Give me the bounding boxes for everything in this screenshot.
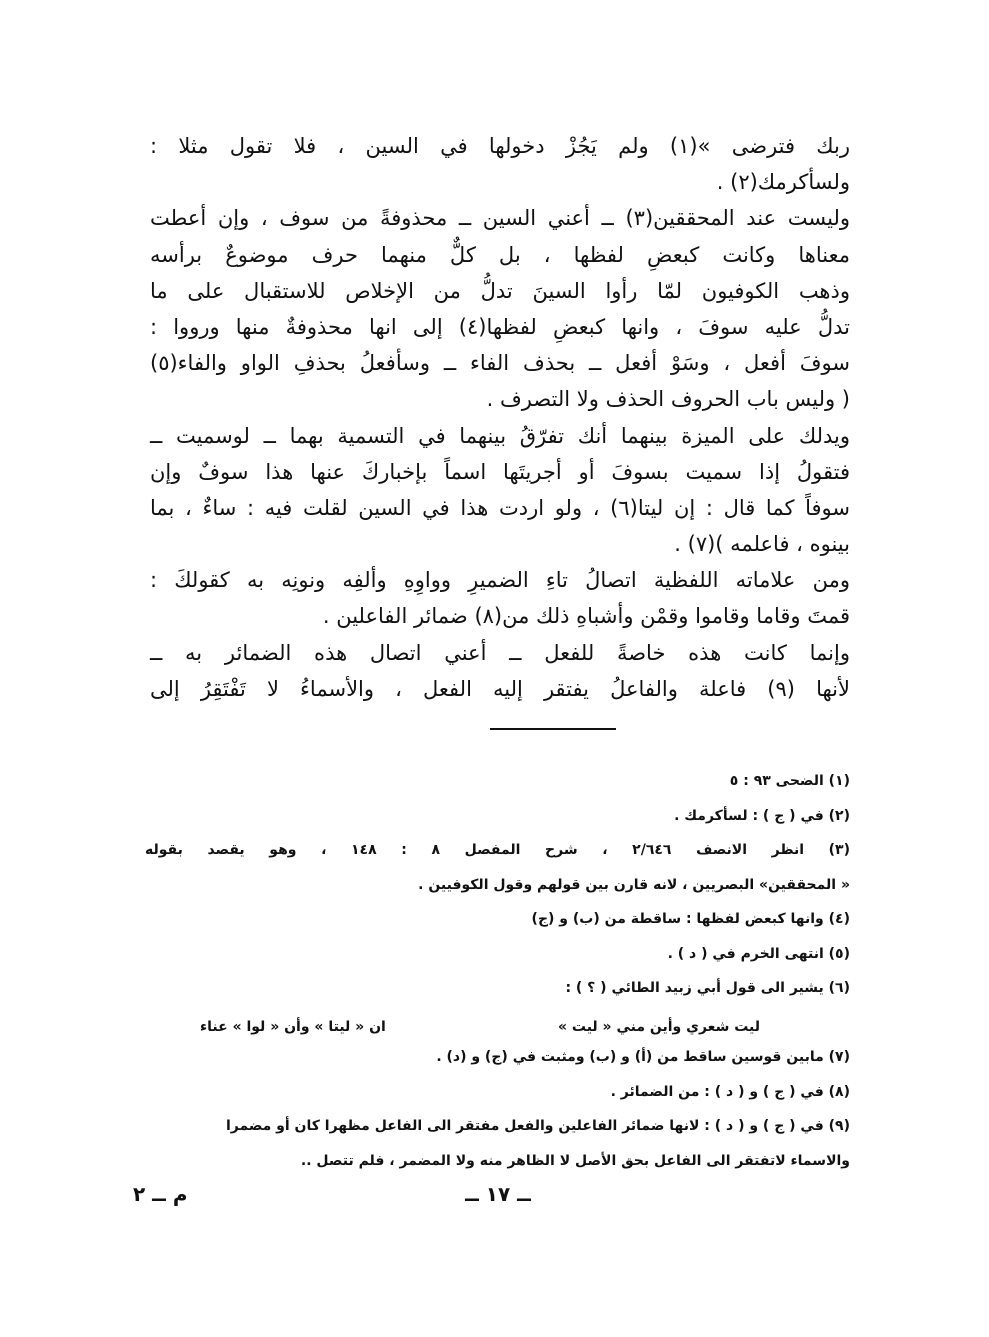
text-line: لأنها (٩) فاعلة والفاعلُ يفتقر إليه الفعل ، والأسماءُ لا تَفْتَقِرُ إلى [150,676,850,701]
text-line: بينوه ، فاعلمه )(٧) . [674,532,850,557]
footnote: (١) الضحى ٩٣ : ٥ [729,773,850,789]
signature-mark: م ــ ٢ [133,1182,188,1206]
text-line: سوفاً كما قال : إن ليتا(٦) ، ولو اردت هذا في السين لقلت فيه : ساءٌ ، بما [150,495,851,520]
footnote: (٨) في ( ج ) و ( د ) : من الضمائر . [610,1083,850,1100]
verse-first-hemistich: ليت شعري وأين مني « ليت » [557,1019,760,1035]
text-line: فتقولُ إذا سميت بسوفَ أو أجريتَها اسماً بإخباركَ عنها هذا سوفٌ وإن [150,459,850,484]
footnote-separator [490,728,616,730]
text-line: وليست عند المحققين(٣) ــ أعني السين ــ محذوفةً من سوف ، وإن أعطت [150,206,850,231]
text-line: سوفَ أفعل ، وسَوْ أفعل ــ بحذف الفاء ــ وسأفعلُ بحذفِ الواو والفاء(٥) [150,351,850,376]
text-line: ومن علاماته اللفظية اتصالُ تاءِ الضميرِ وواوِهِ وألفِه ونونِه به كقولكَ : [150,568,850,593]
footnote: (٥) انتهى الخرم في ( د ) . [667,945,850,962]
text-line: تدلُّ عليه سوفَ ، وانها كبعضِ لفظها(٤) إلى انها محذوفةٌ منها ورووا : [150,314,850,339]
verse-second-hemistich: ان « ليتا » وأن « لوا » عناء [200,1019,386,1035]
text-line: قمتَ وقاما وقاموا وقمْن وأشباهِ ذلك من(٨) ضمائر الفاعلين . [322,604,850,629]
footnote: والاسماء لاتفتقر الى الفاعل بحق الأصل لا الظاهر منه ولا المضمر ، فلم تتصل .. [300,1152,850,1169]
footnote: (٩) في ( ج ) و ( د ) : لانها ضمائر الفاعلين والفعل مفتقر الى الفاعل مظهرا كان أو مضمرا [225,1118,850,1134]
text-line: وذهب الكوفيون لمّا رأوا السينَ تدلُّ من الإخلاص للاستقبال على ما [150,278,850,303]
main-text [150,128,850,707]
text-line: ربك فترضى »(١) ولم يَجُزْ دخولها في السين ، فلا تقول مثلا : [150,134,850,158]
text-line: وإنما كانت هذه خاصةً للفعل ــ أعني اتصال هذه الضمائر به ــ [150,640,850,665]
text-line: معناها وكانت كبعضِ لفظها ، بل كلٌّ منهما حرف موضوعٌ برأسه [150,242,850,267]
text-line: ويدلك على الميزة بينهما أنك تفرّقُ بينهما في التسمية بهما ــ لوسميت ــ [150,423,850,448]
page-number: ــ ١٧ ــ [465,1182,531,1206]
text-line: ولسأكرمك(٢) . [716,170,850,195]
text-line: ( وليس باب الحروف الحذف ولا التصرف . [486,387,850,412]
footnote: (٢) في ( ج ) : لسأكرمك . [674,807,850,824]
footnote: (٧) مابين قوسين ساقط من (أ) و (ب) ومثبت في (ج) و (د) . [436,1049,850,1065]
footnote: « المحققين» البصريين ، لانه قارن بين قولهم وقول الكوفيين . [418,876,850,893]
verse-line [200,1019,760,1047]
footnote: (٤) وانها كبعض لفظها : ساقطة من (ب) و (ج) [531,911,850,927]
footnote: (٦) يشير الى قول أبي زبيد الطائي ( ؟ ) : [565,980,850,996]
footnotes [145,764,850,1178]
footnote: (٣) انظر الانصف ٢/٦٤٦ ، شرح المفصل ٨ : ١٤٨ ، وهو يقصد بقوله [145,842,850,858]
